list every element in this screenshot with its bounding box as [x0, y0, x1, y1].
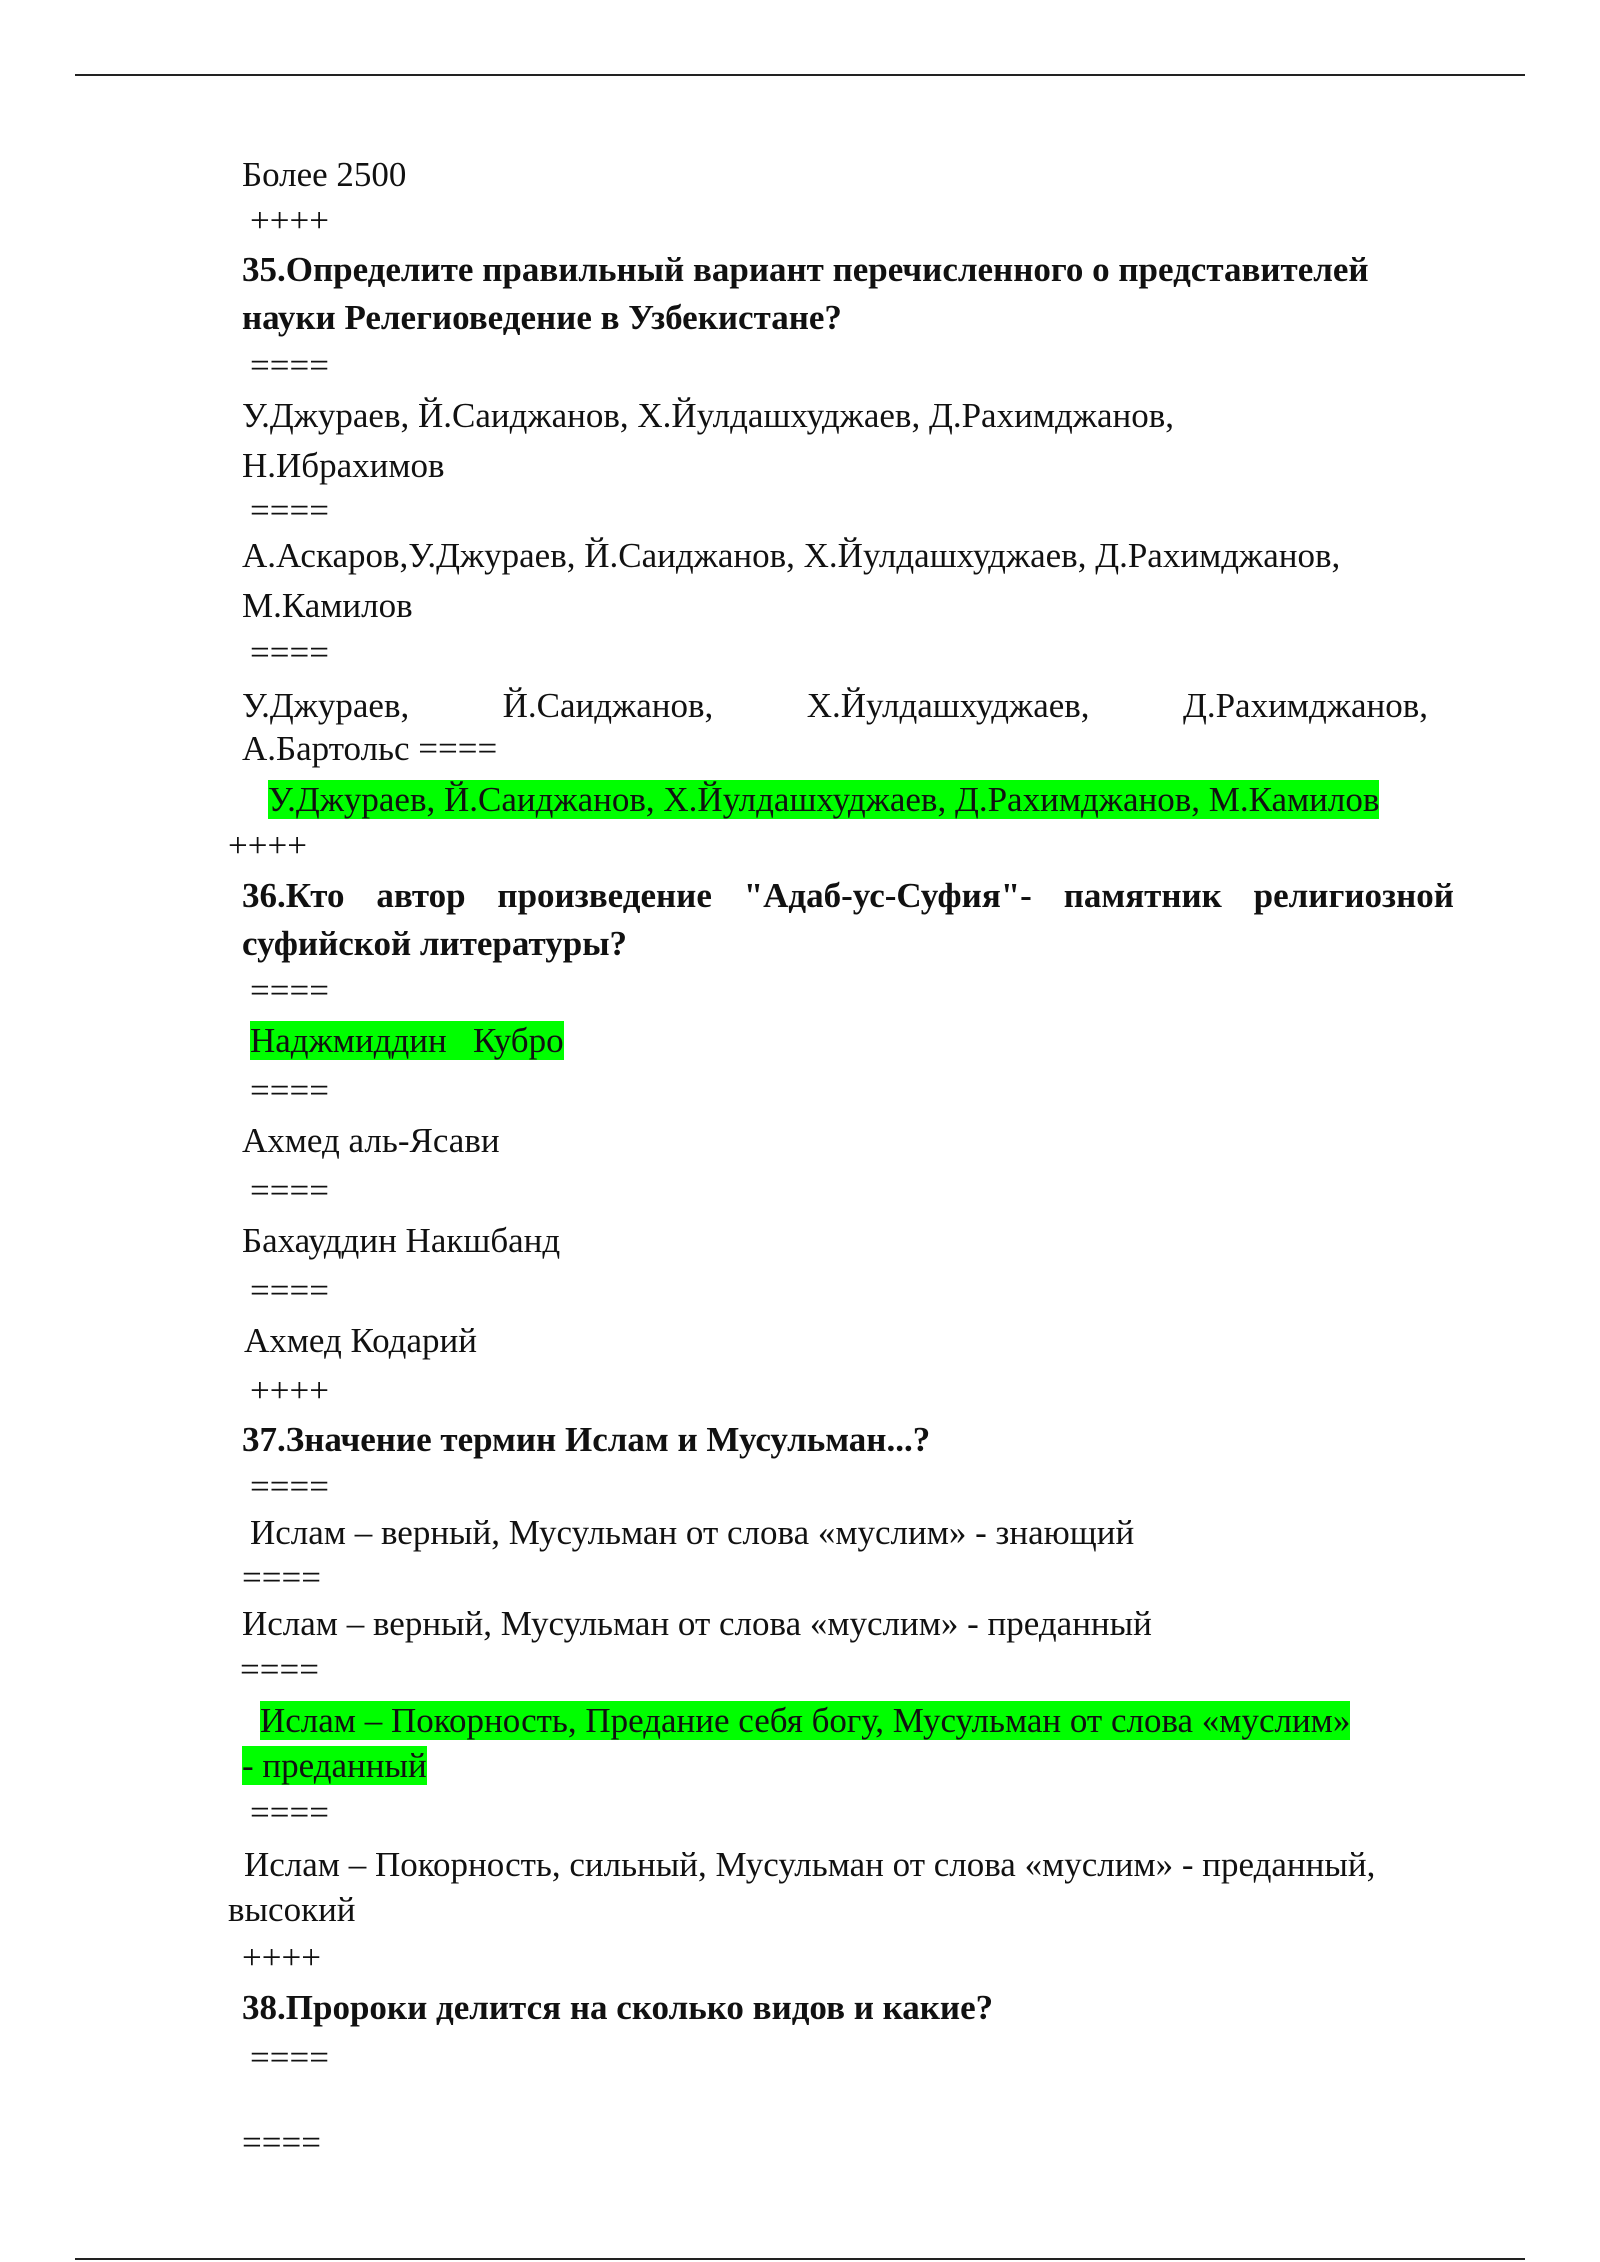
header-rule: [75, 74, 1525, 76]
answer-option-cont: М.Камилов: [242, 586, 413, 625]
word: У.Джураев,: [242, 686, 410, 725]
answer-option: У.Джураев, Й.Саиджанов, Х.Йулдашхуджаев, Д.Рахимджанов,: [242, 396, 1174, 435]
answer-option-cont: А.Бартольс ====: [242, 729, 498, 768]
separator: ====: [242, 2123, 321, 2162]
answer-option-justified: [242, 683, 1428, 729]
correct-answer-text: У.Джураев, Й.Саиджанов, Х.Йулдашхуджаев, Д.Рахимджанов, М.Камилов: [268, 780, 1380, 819]
answer-option-cont: высокий: [228, 1890, 356, 1929]
separator: ====: [250, 633, 329, 672]
correct-answer-text: Ислам – Покорность, Предание себя богу, Мусульман от слова «муслим»: [260, 1701, 1351, 1740]
word: произведение: [497, 876, 712, 915]
separator: ====: [250, 346, 329, 385]
separator: ====: [242, 1558, 321, 1597]
correct-answer-text: - преданный: [242, 1746, 427, 1785]
correct-answer-highlight: [260, 1698, 1350, 1744]
word: автор: [376, 876, 466, 915]
word: Д.Рахимджанов,: [1182, 686, 1428, 725]
end-marker: ++++: [250, 1371, 329, 1410]
separator: ====: [250, 1071, 329, 1110]
separator: ====: [250, 2038, 329, 2077]
separator: ====: [250, 1171, 329, 1210]
end-marker: ++++: [242, 1938, 321, 1977]
answer-option-cont: Н.Ибрахимов: [242, 446, 445, 485]
correct-answer-highlight: [268, 777, 1379, 823]
word: 36.Кто: [242, 876, 345, 915]
answer-option: Ахмед аль-Ясави: [242, 1121, 500, 1160]
word: Х.Йулдашхуджаев,: [806, 686, 1090, 725]
separator: ====: [250, 971, 329, 1010]
correct-answer-highlight-cont: [242, 1743, 427, 1789]
question-35-line1: 35.Определите правильный вариант перечисленного о представителей: [242, 250, 1369, 289]
word: Й.Саиджанов,: [502, 686, 714, 725]
question-36-line2: суфийской литературы?: [242, 924, 628, 963]
question-36-line1: [242, 872, 1454, 920]
question-38: 38.Пророки делится на сколько видов и какие?: [242, 1988, 994, 2027]
separator: ====: [250, 1271, 329, 1310]
correct-answer-highlight: [250, 1018, 564, 1064]
answer-option: Ахмед Кодарий: [244, 1321, 477, 1360]
answer-option: А.Аскаров,У.Джураев, Й.Саиджанов, Х.Йулдашхуджаев, Д.Рахимджанов,: [242, 536, 1341, 575]
word: религиозной: [1253, 876, 1454, 915]
answer-option: Ислам – верный, Мусульман от слова «муслим» - знающий: [250, 1513, 1135, 1552]
end-marker: ++++: [250, 201, 329, 240]
answer-option: Бахауддин Накшбанд: [242, 1221, 561, 1260]
end-marker: ++++: [228, 826, 307, 865]
separator: ====: [250, 1467, 329, 1506]
separator: ====: [250, 1793, 329, 1832]
word: памятник: [1063, 876, 1222, 915]
word: "Адаб-ус-Суфия"-: [743, 876, 1032, 915]
answer-option: Ислам – верный, Мусульман от слова «муслим» - преданный: [242, 1604, 1152, 1643]
footer-rule: [75, 2258, 1525, 2260]
question-37: 37.Значение термин Ислам и Мусульман...?: [242, 1420, 931, 1459]
question-35-line2: науки Релегиоведение в Узбекистане?: [242, 298, 842, 337]
separator: ====: [250, 491, 329, 530]
answer-text: Более 2500: [242, 155, 407, 194]
correct-answer-text: Наджмиддин Кубро: [250, 1021, 564, 1060]
separator: ====: [240, 1650, 319, 1689]
answer-option: Ислам – Покорность, сильный, Мусульман от слова «муслим» - преданный,: [244, 1845, 1376, 1884]
